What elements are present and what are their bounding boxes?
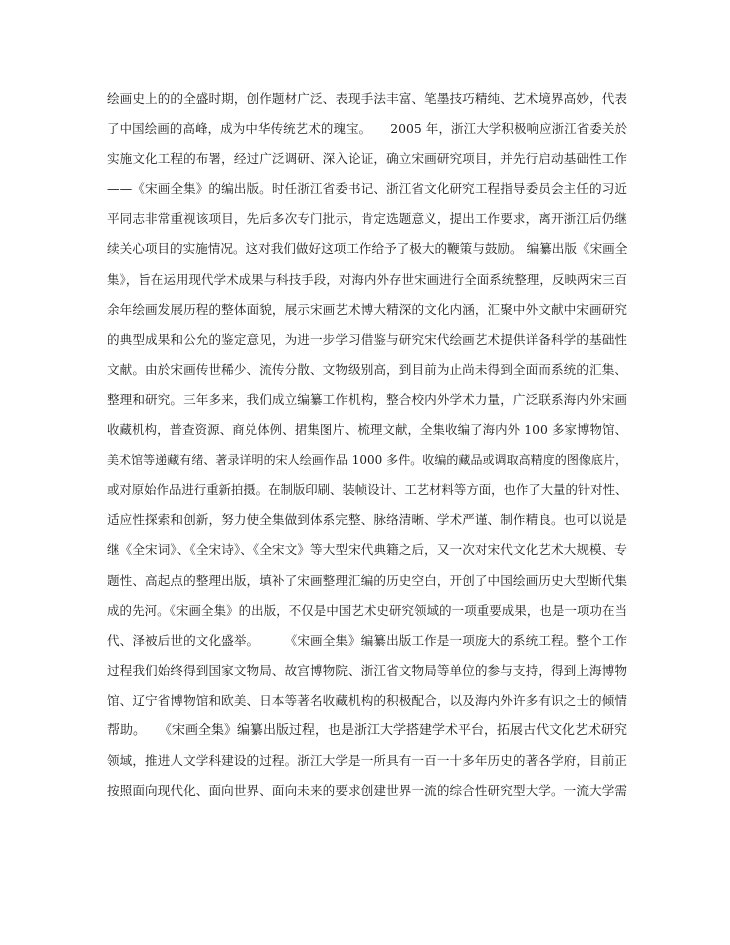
text-line: 帮助。 《宋画全集》编纂出版过程，也是浙江大学搭建学术平台，拓展古代文化艺术研究 [107, 722, 627, 738]
text-line: 或对原始作品进行重新拍摄。在制版印刷、装帧设计、工艺材料等方面，也作了大量的针对性、 [107, 482, 627, 498]
text-line: 继《全宋词》、《全宋诗》、《全宋文》等大型宋代典籍之后，又一次对宋代文化艺术大规模、专 [107, 542, 627, 558]
text-line: 续关心项目的实施情况。这对我们做好这项工作给予了极大的鞭策与鼓励。 编纂出版《宋画全 [107, 241, 627, 257]
text-line: 领域，推进人文学科建设的过程。浙江大学是一所具有一百一十多年历史的著各学府，目前正 [107, 753, 627, 769]
text-line: 文献。由於宋画传世稀少、流传分散、文物级别高，到目前为止尚未得到全面而系统的汇集、 [107, 361, 627, 377]
text-line: 收藏机构，普查资源、商兑体例、捃集图片、梳理文献，全集收编了海内外 100 多家博物馆、 [107, 422, 627, 438]
text-line: 集》，旨在运用现代学术成果与科技手段，对海内外存世宋画进行全面系统整理，反映两宋三百 [107, 271, 627, 287]
text-line: 实施文化工程的布署，经过广泛调研、深入论证，确立宋画研究项目，并先行启动基础性工作 [107, 151, 627, 167]
text-line: 过程我们始终得到国家文物局、故宫博物院、浙江省文物局等单位的参与支持，得到上海博物 [107, 662, 627, 678]
text-line: 绘画史上的的全盛时期，创作题材广泛、表现手法丰富、笔墨技巧精纯、艺术境界高妙，代表 [107, 91, 627, 106]
text-line: 馆、辽宁省博物馆和欧美、日本等著名收藏机构的积极配合，以及海内外许多有识之士的倾情 [107, 692, 627, 708]
text-line: 题性、高起点的整理出版，填补了宋画整理汇编的历史空白，开创了中国绘画历史大型断代集 [107, 572, 627, 588]
text-line: 成的先河。《宋画全集》的出版，不仅是中国艺术史研究领域的一项重要成果，也是一项功在当 [107, 602, 627, 618]
text-line: ——《宋画全集》的编出版。时任浙江省委书记、浙江省文化研究工程指导委员会主任的习近 [107, 181, 627, 197]
text-line: 了中国绘画的高峰，成为中华传统艺术的瑰宝。 2005 年，浙江大学积极响应浙江省委关於 [107, 121, 627, 137]
text-line: 的典型成果和公允的鉴定意见，为进一步学习借鉴与研究宋代绘画艺术提供详备科学的基础性 [107, 331, 627, 347]
text-line: 整理和研究。三年多来，我们成立编纂工作机构，整合校内外学术力量，广泛联系海内外宋画 [107, 391, 627, 407]
text-line: 按照面向现代化、面向世界、面向未来的要求创建世界一流的综合性研究型大学。一流大学需 [107, 783, 627, 799]
text-line: 美术馆等递藏有绪、著录详明的宋人绘画作品 1000 多件。收编的藏品或调取高精度的图像底片， [107, 453, 627, 468]
text-line: 余年绘画发展历程的整体面貌，展示宋画艺术博大精深的文化内涵，汇聚中外文献中宋画研究 [107, 301, 627, 317]
text-line: 代、泽被后世的文化盛举。 《宋画全集》编纂出版工作是一项庞大的系统工程。整个工作 [107, 632, 627, 648]
text-line: 适应性探索和创新，努力使全集做到体系完整、脉络清晰、学术严谨、制作精良。也可以说是 [107, 512, 627, 528]
text-line: 平同志非常重视该项目，先后多次专门批示，肯定选题意义，提出工作要求，离开浙江后仍继 [107, 211, 627, 227]
body-text [107, 84, 627, 806]
